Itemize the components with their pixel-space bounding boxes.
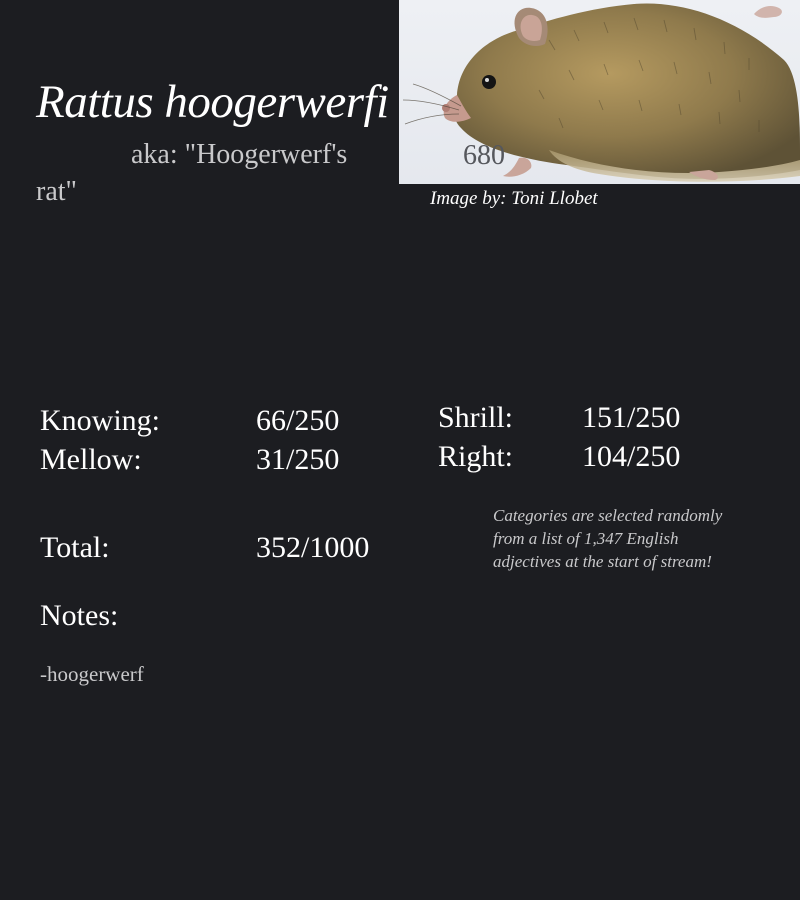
species-name: Rattus hoogerwerfi xyxy=(36,76,389,128)
stat-right-value: 104/250 xyxy=(582,440,681,473)
common-name: aka: "Hoogerwerf's rat" xyxy=(36,139,348,207)
stat-mellow-label: Mellow: xyxy=(40,443,142,476)
stat-total-label: Total: xyxy=(40,531,110,564)
stat-total-value: 352/1000 xyxy=(256,531,370,564)
notes-text: -hoogerwerf xyxy=(40,662,144,686)
species-image xyxy=(399,0,800,184)
stat-knowing-label: Knowing: xyxy=(40,404,160,437)
stat-shrill-label: Shrill: xyxy=(438,401,514,434)
stat-mellow-value: 31/250 xyxy=(256,443,340,476)
notes-heading: Notes: xyxy=(40,599,119,632)
plate-number: 680 xyxy=(463,140,505,171)
stat-shrill-value: 151/250 xyxy=(582,401,681,434)
categories-footnote: Categories are selected randomly from a list of 1,347 English adjectives at the start of stream! xyxy=(493,506,723,571)
stat-knowing-value: 66/250 xyxy=(256,404,340,437)
rat-illustration xyxy=(399,0,800,184)
image-credit: Image by: Toni Llobet xyxy=(430,188,598,209)
stat-right-label: Right: xyxy=(438,440,514,473)
